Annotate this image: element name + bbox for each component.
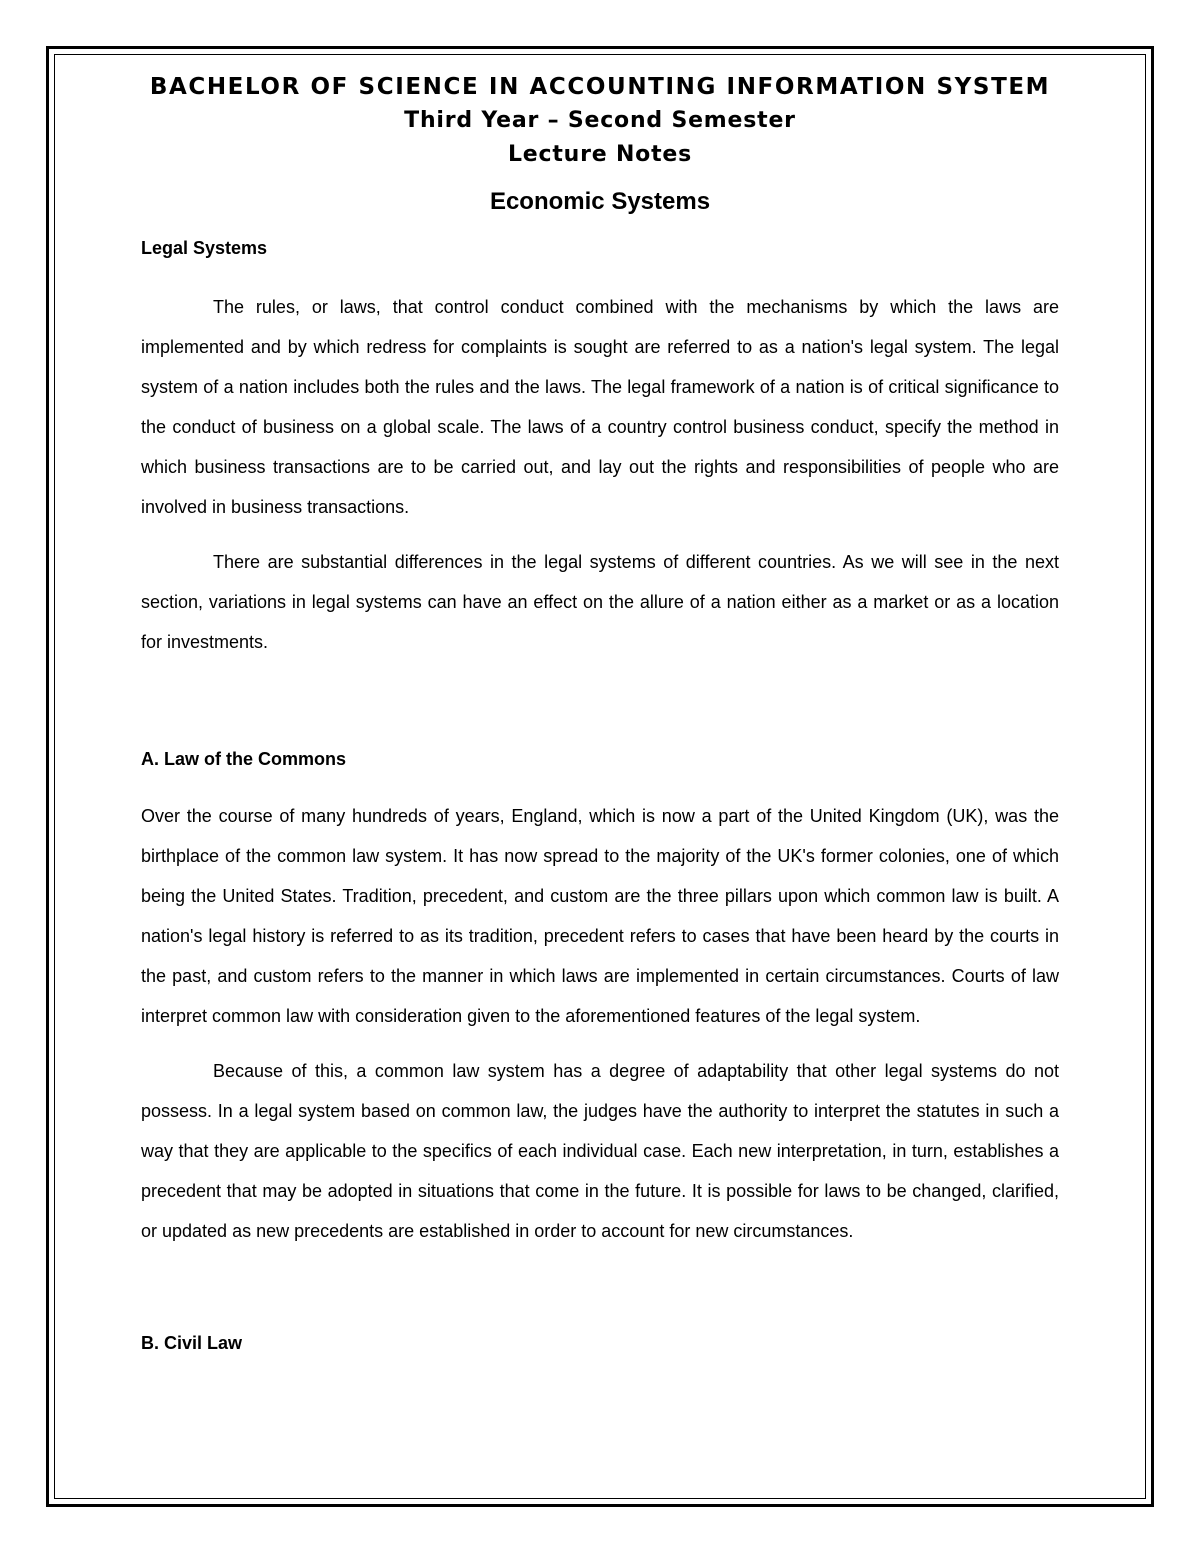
- lecture-notes-label: Lecture Notes: [507, 142, 693, 167]
- year-semester: Third Year – Second Semester: [404, 108, 796, 133]
- document-body: [141, 70, 1059, 1355]
- paragraph-law-of-commons-1: Over the course of many hundreds of years, England, which is now a part of the United Kingdom (UK), was the birthplace of the common law system. It has now spread to the majority of the UK's former colonies, one of which being the United States. Tradition, precedent, and custom are the three pillars upon which common law is built. A nation's legal history is referred to as its tradition, precedent refers to cases that have been heard by the courts in the past, and custom refers to the manner in which laws are implemented in certain circumstances. Courts of law interpret common law with consideration given to the aforementioned features of the legal system.: [141, 806, 1059, 1026]
- paragraph-legal-systems-1: The rules, or laws, that control conduct combined with the mechanisms by which the laws are implemented and by which redress for complaints is sought are referred to as a nation's legal system. The legal system of a nation includes both the rules and the laws. The legal framework of a nation is of critical significance to the conduct of business on a global scale. The laws of a country control business conduct, specify the method in which business transactions are to be carried out, and lay out the rights and responsibilities of people who are involved in business transactions.: [141, 297, 1059, 517]
- section-heading-law-of-commons: A. Law of the Commons: [141, 749, 347, 769]
- section-heading-civil-law: B. Civil Law: [141, 1333, 243, 1353]
- paragraph-legal-systems-2: There are substantial differences in the legal systems of different countries. As we will see in the next section, variations in legal systems can have an effect on the allure of a nation either as a market or as a location for investments.: [141, 552, 1059, 652]
- program-title: BACHELOR OF SCIENCE IN ACCOUNTING INFORMATION SYSTEM: [149, 74, 1051, 100]
- paragraph-law-of-commons-2: Because of this, a common law system has a degree of adaptability that other legal systems do not possess. In a legal system based on common law, the judges have the authority to interpret the statutes in such a way that they are applicable to the specifics of each individual case. Each new interpretation, in turn, establishes a precedent that may be adopted in situations that come in the future. It is possible for laws to be changed, clarified, or updated as new precedents are established in order to account for new circumstances.: [141, 1061, 1059, 1241]
- section-heading-legal-systems: Legal Systems: [141, 238, 268, 258]
- document-title: Economic Systems: [489, 188, 711, 215]
